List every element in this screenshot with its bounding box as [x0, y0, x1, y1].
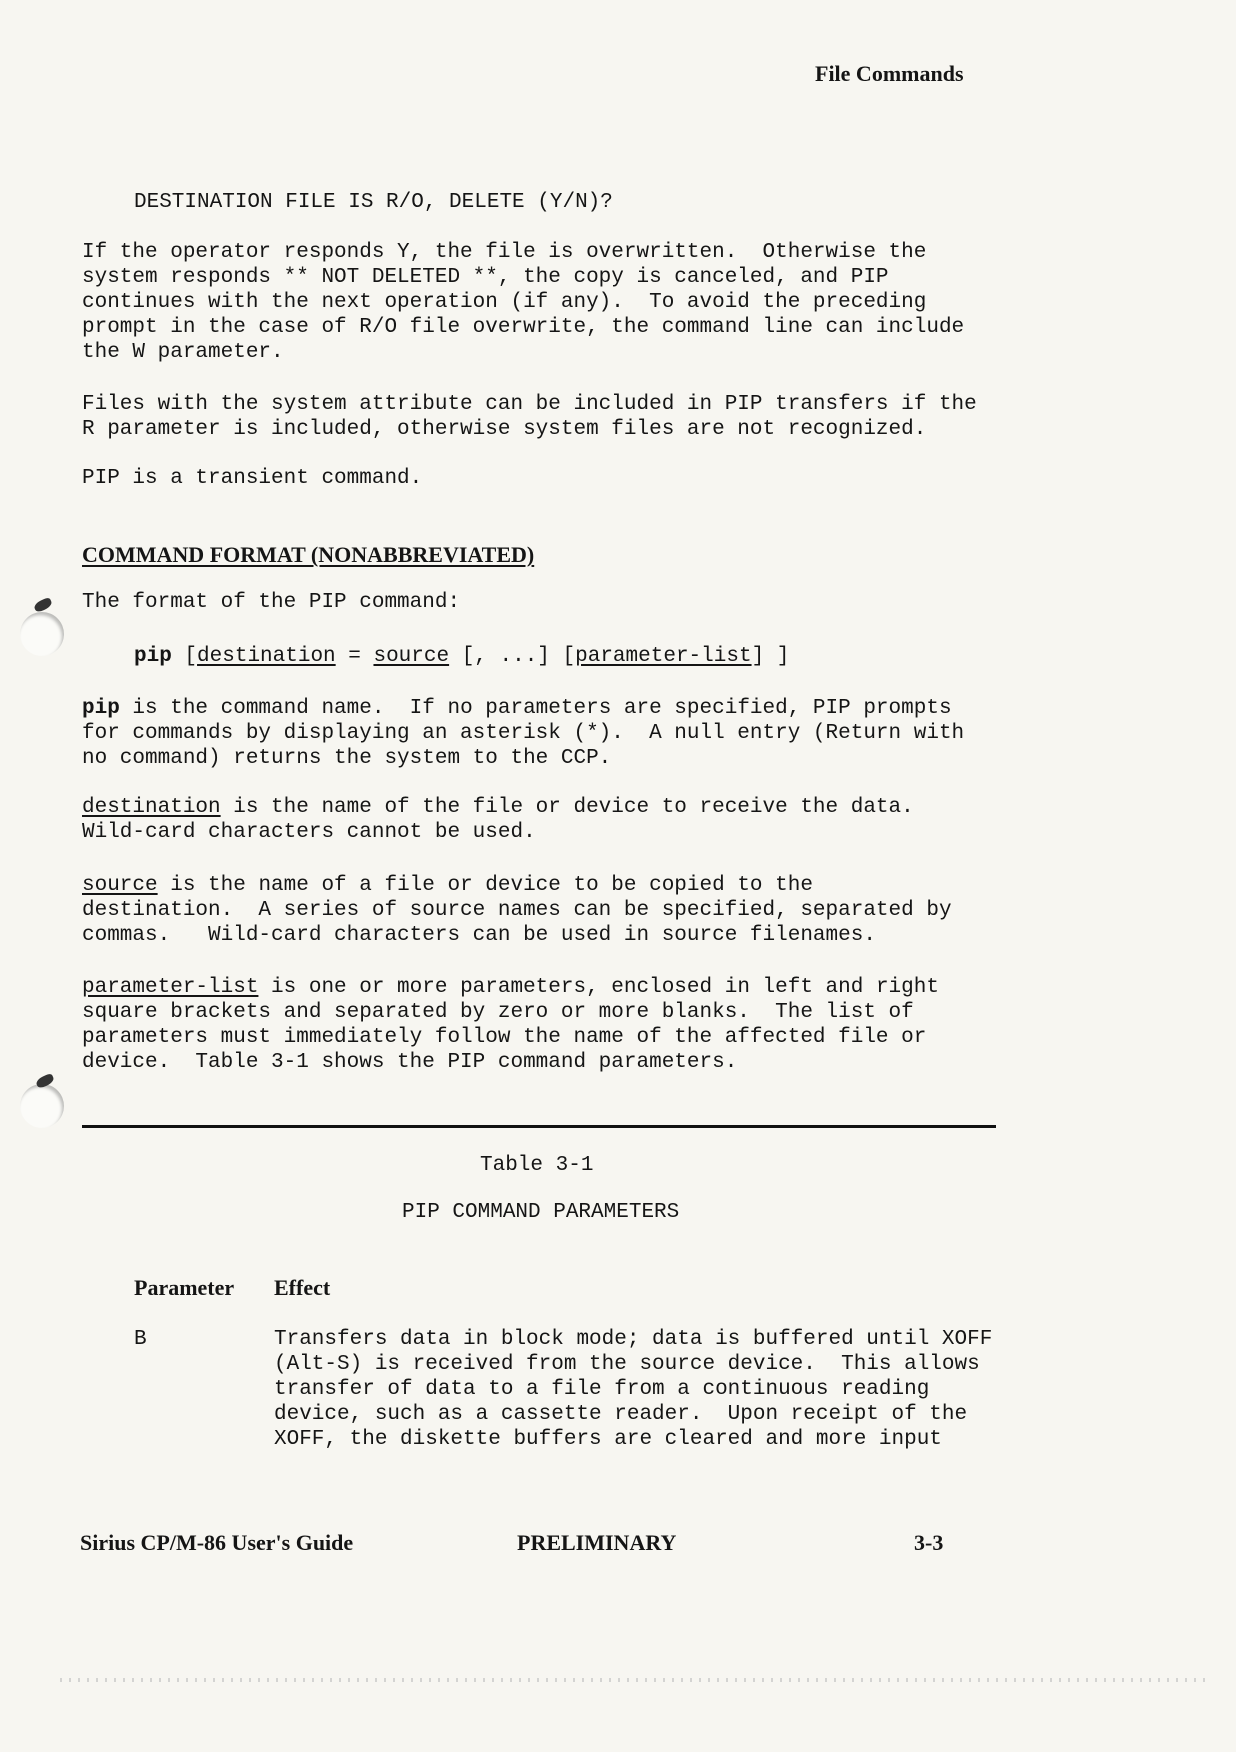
text-line: is the name of the file or device to receive the data. [220, 796, 914, 819]
text-line: is the command name. If no parameters are specified, PIP prompts [119, 697, 952, 720]
text-line: device, such as a cassette reader. Upon receipt of the [274, 1403, 968, 1426]
punch-hole [20, 1084, 64, 1128]
text-line: parameters must immediately follow the name of the affected file or [82, 1026, 927, 1049]
text-line: device. Table 3-1 shows the PIP command parameters. [82, 1051, 738, 1074]
transient-paragraph: PIP is a transient command. [82, 467, 423, 490]
section-heading: COMMAND FORMAT (NONABBREVIATED) [82, 542, 535, 567]
text-line: prompt in the case of R/O file overwrite, the command line can include [82, 316, 965, 339]
column-header-parameter: Parameter [134, 1275, 235, 1300]
text-line: square brackets and separated by zero or more blanks. The list of [82, 1001, 914, 1024]
text-line: If the operator responds Y, the file is overwritten. Otherwise the [82, 241, 927, 264]
text-line: destination. A series of source names can be specified, separated by [82, 899, 952, 922]
scan-artifact [60, 1678, 1210, 1682]
table-number: Table 3-1 [480, 1154, 594, 1177]
text-line: R parameter is included, otherwise system files are not recognized. [82, 418, 927, 441]
text-line: Wild-card characters cannot be used. [82, 821, 536, 844]
text-line: is the name of a file or device to be copied to the [157, 874, 813, 897]
punch-mark [33, 597, 54, 614]
text-line: system responds ** NOT DELETED **, the copy is canceled, and PIP [82, 266, 889, 289]
parameter-code: B [134, 1328, 147, 1351]
prompt-message: DESTINATION FILE IS R/O, DELETE (Y/N)? [134, 191, 613, 214]
table-title: PIP COMMAND PARAMETERS [402, 1201, 680, 1224]
text-line: is one or more parameters, enclosed in left and right [258, 976, 939, 999]
text-line: no command) returns the system to the CCP. [82, 747, 612, 770]
syntax-command: pip [134, 645, 172, 668]
syntax-source: source [373, 645, 450, 668]
text-line: commas. Wild-card characters can be used in source filenames. [82, 924, 876, 947]
column-header-effect: Effect [274, 1275, 331, 1300]
text-line: the W parameter. [82, 341, 284, 364]
text-line: Transfers data in block mode; data is buffered until XOFF [274, 1328, 993, 1351]
text-line: XOFF, the diskette buffers are cleared and more input [274, 1428, 942, 1451]
command-syntax [134, 644, 789, 669]
footer-title: Sirius CP/M-86 User's Guide [80, 1530, 354, 1555]
syntax-repeat: [, ...] [ [449, 645, 576, 668]
term-pip: pip [82, 697, 120, 720]
punch-hole [20, 612, 64, 656]
running-header: File Commands [815, 61, 964, 86]
text-line: (Alt-S) is received from the source device. This allows [274, 1353, 980, 1376]
term-source: source [82, 874, 158, 897]
term-destination: destination [82, 796, 221, 819]
text-line: Files with the system attribute can be included in PIP transfers if the [82, 393, 977, 416]
footer-status: PRELIMINARY [517, 1530, 677, 1555]
text-line: for commands by displaying an asterisk (*). A null entry (Return with [82, 722, 965, 745]
term-parameter-list: parameter-list [82, 976, 259, 999]
divider-rule [82, 1125, 996, 1128]
syntax-parameter-list: parameter-list [575, 645, 752, 668]
format-intro: The format of the PIP command: [82, 591, 461, 614]
syntax-bracket: [ [171, 645, 198, 668]
page-number: 3-3 [914, 1530, 944, 1555]
text-line: transfer of data to a file from a continuous reading [274, 1378, 930, 1401]
syntax-destination: destination [197, 645, 336, 668]
syntax-close: ] ] [751, 645, 790, 668]
text-line: continues with the next operation (if any). To avoid the preceding [82, 291, 927, 314]
syntax-equals: = [335, 645, 374, 668]
